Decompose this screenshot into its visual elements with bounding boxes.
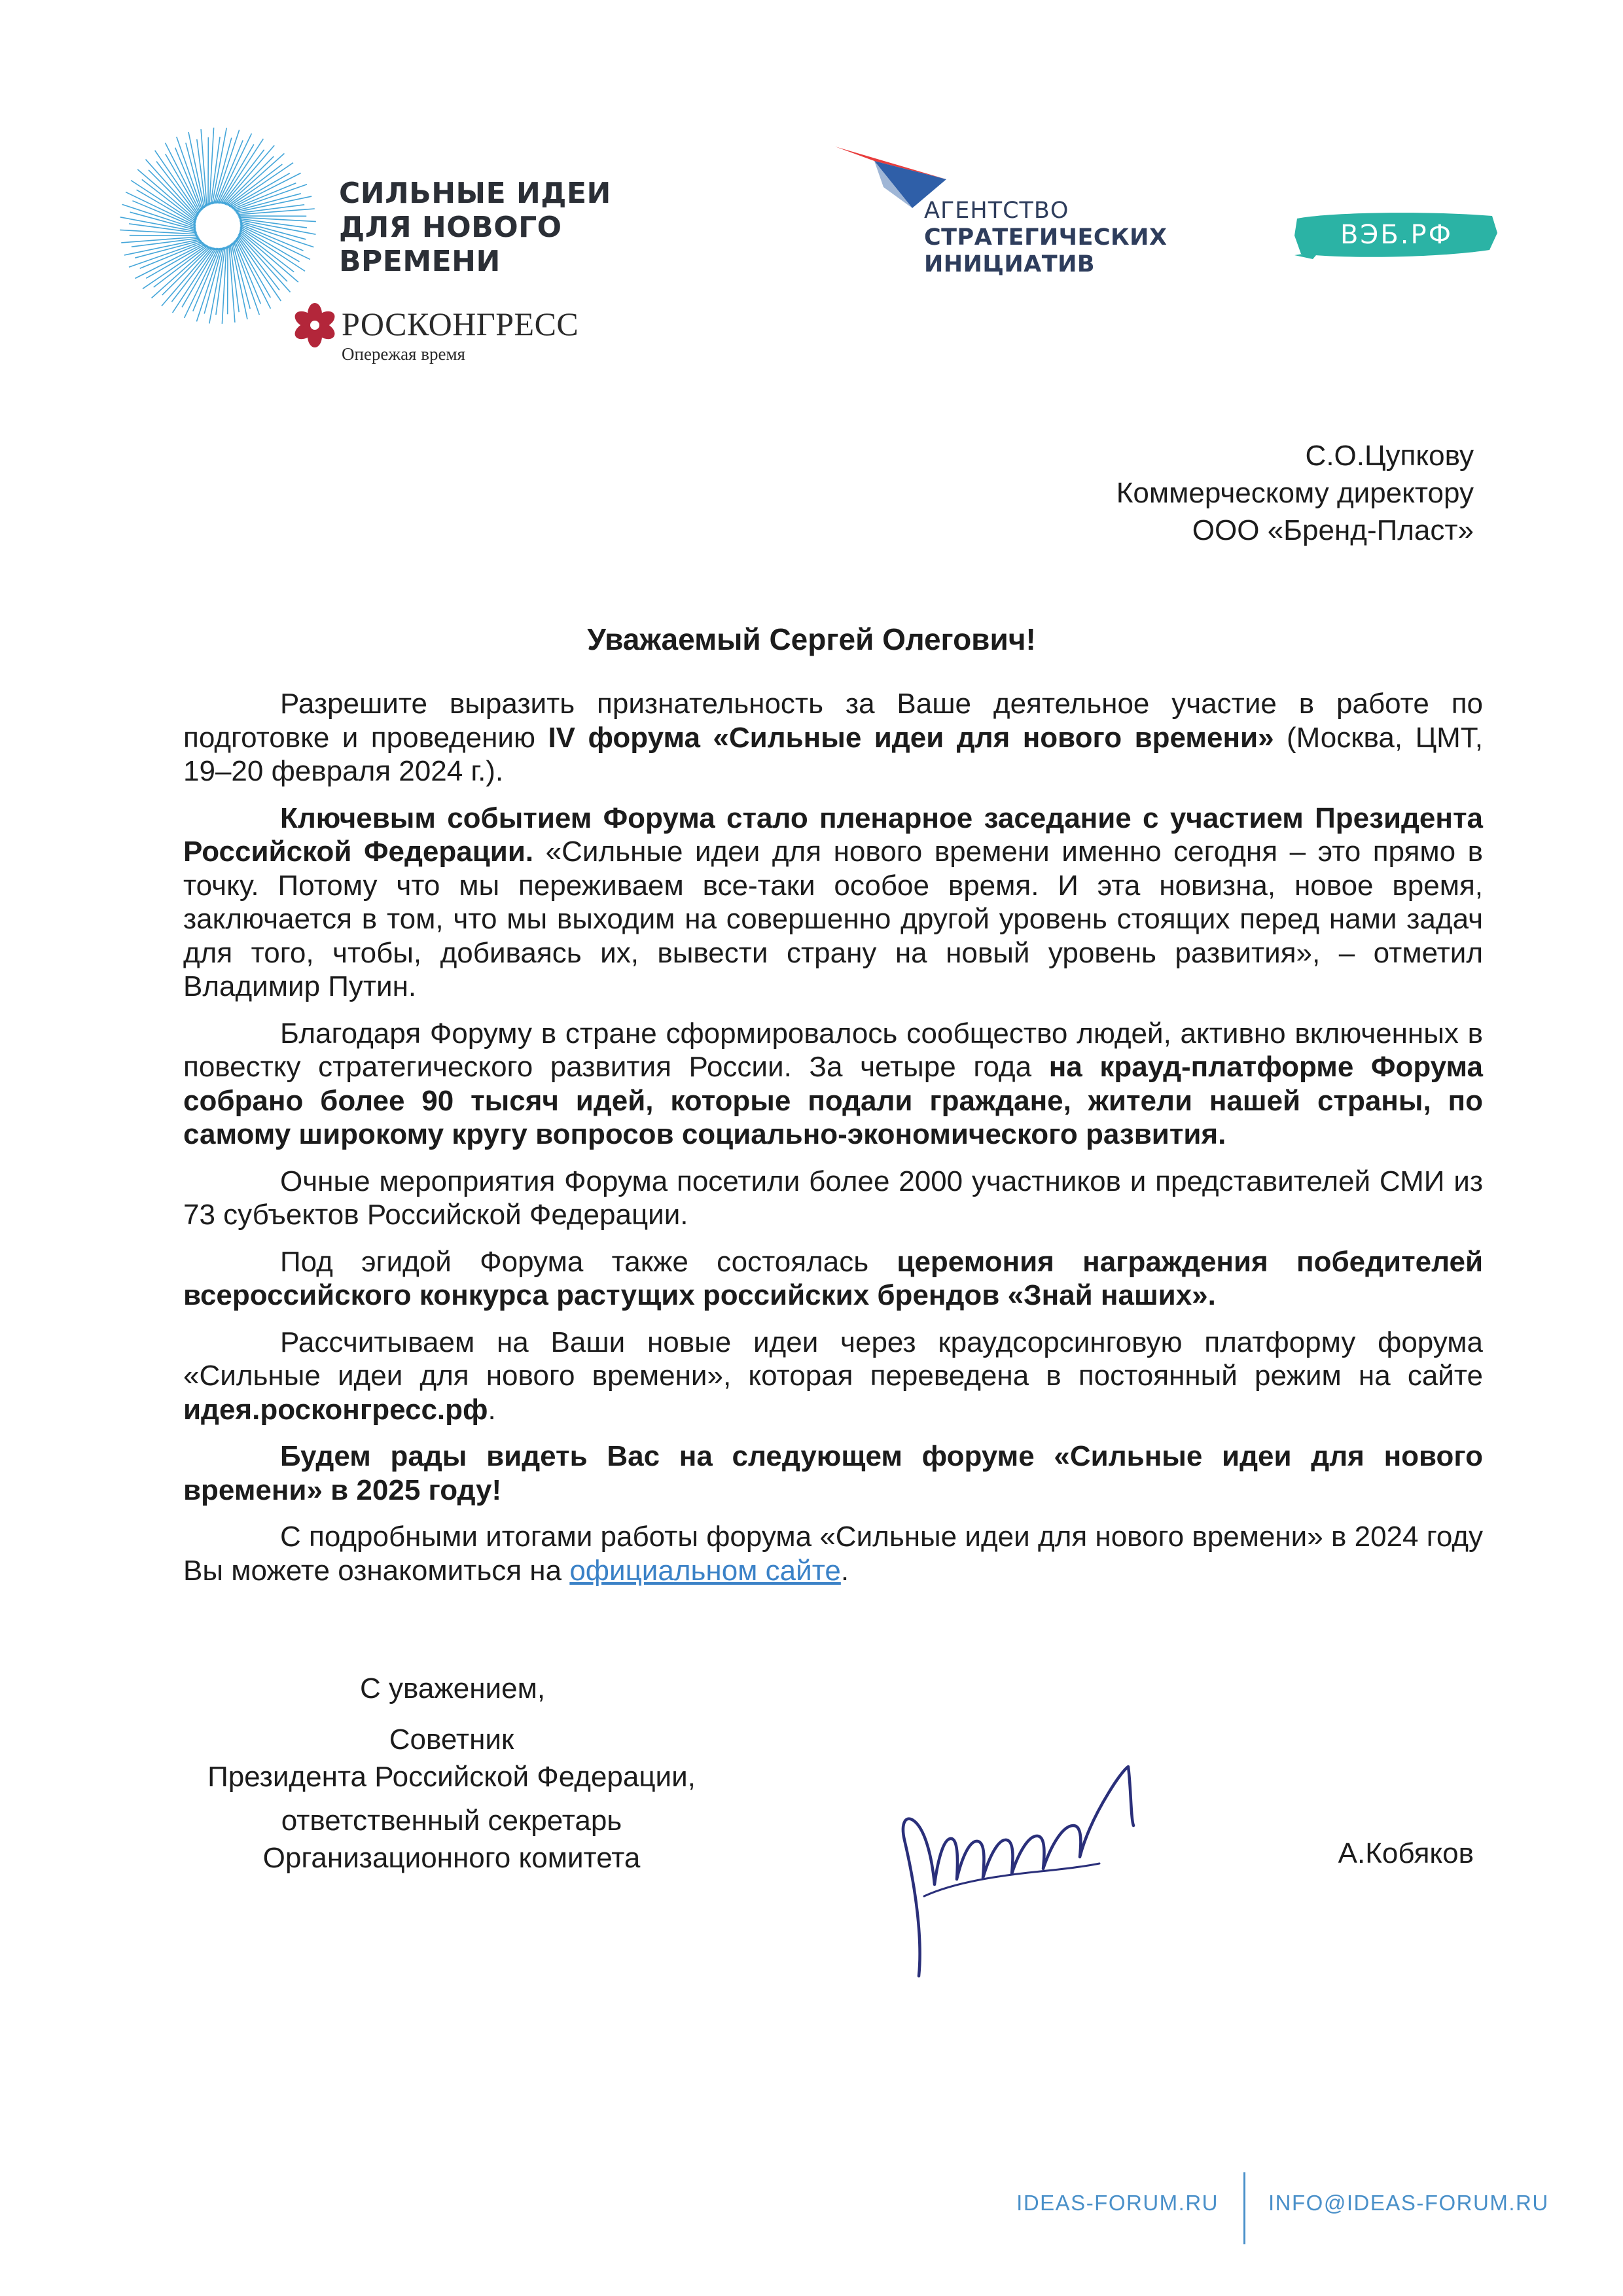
roscongress-logo-name: РОСКОНГРЕСС	[342, 306, 579, 342]
signer-title-line-4: Организационного комитета	[262, 1842, 641, 1874]
veb-rf-logo-text: ВЭБ.РФ	[1340, 220, 1454, 250]
platform-site: идея.росконгресс.рф	[183, 1393, 488, 1426]
ideas-logo-ray	[222, 246, 226, 323]
paragraph-2: Ключевым событием Форума стало пленарное заседание с участием Президента Российской Федерации. «Сильные идеи для нового времени именно сегодня – это прямо в точку. Потому что мы переживаем все-таки особое время. И эта новизна, новое время, заключается в том, что мы выходим на совершенно другой уровень стоящих перед нами задач для того, чтобы, добиваясь их, вывести страну на новый уровень развития», – отметил Владимир Путин.	[183, 802, 1484, 1002]
ideas-logo-ray	[232, 183, 296, 209]
official-site-link[interactable]: официальном сайте	[569, 1554, 841, 1587]
asi-logo-line-1: АГЕНТСТВО	[924, 198, 1069, 224]
footer-divider	[1243, 2172, 1245, 2244]
letter-body	[183, 687, 1483, 1600]
ideas-logo-ring	[194, 202, 241, 249]
ideas-logo-ray	[240, 228, 305, 271]
signer-title	[157, 1721, 746, 1877]
paragraph-5: Под эгидой Форума также состоялась церемония награждения победителей всероссийского конкурса растущих российских брендов «Знай наших».	[183, 1245, 1483, 1311]
ideas-logo-ray	[209, 128, 214, 205]
addressee-company: ООО «Бренд-Пласт»	[1192, 514, 1474, 546]
paragraph-7: Будем рады видеть Вас на следующем форуме «Сильные идеи для нового времени» в 2025 году!	[183, 1440, 1483, 1506]
signer-title-line-1: Советник	[389, 1723, 514, 1756]
signer-title-line-3: ответственный секретарь	[281, 1805, 622, 1837]
ideas-logo-ray	[131, 181, 196, 223]
asi-logo-line-3: ИНИЦИАТИВ	[924, 251, 1096, 277]
signer-title-line-2: Президента Российской Федерации,	[207, 1761, 696, 1793]
ideas-logo-ray	[221, 139, 263, 203]
roscongress-logo-mark	[292, 302, 338, 348]
addressee-name: С.О.Цупкову	[1305, 440, 1474, 472]
paragraph-4: Очные мероприятия Форума посетили более 2000 участников и представителей СМИ из 73 субъектов Российской Федерации.	[183, 1165, 1483, 1231]
footer-email-link[interactable]: INFO@IDEAS-FORUM.RU	[1268, 2191, 1549, 2215]
paragraph-8: С подробными итогами работы форума «Сильные идеи для нового времени» в 2024 году Вы можете ознакомиться на официальном сайте.	[183, 1521, 1483, 1587]
salutation: Уважаемый Сергей Олегович!	[587, 622, 1036, 656]
paragraph-6: Рассчитываем на Ваши новые идеи через краудсорсинговую платформу форума «Сильные идеи для нового времени», которая переведена в постоянный режим на сайте идея.росконгресс.рф.	[183, 1326, 1483, 1426]
ideas-logo-ray	[173, 248, 215, 313]
roscongress-logo-tagline: Опережая время	[342, 344, 465, 364]
addressee-position: Коммерческому директору	[1116, 477, 1474, 509]
paragraph-1: Разрешите выразить признательность за Ваше деятельное участие в работе по подготовке и проведению IV форума «Сильные идеи для нового времени» (Москва, ЦМТ, 19–20 февраля 2024 г.).	[183, 688, 1483, 787]
footer-site-link[interactable]: IDEAS-FORUM.RU	[1016, 2191, 1219, 2215]
ideas-logo-ray	[235, 240, 261, 304]
addressee-block	[1116, 437, 1474, 549]
ideas-logo-ray	[120, 230, 197, 234]
signer-name: А.Кобяков	[1338, 1837, 1474, 1869]
ideas-logo-line-1: СИЛЬНЫЕ ИДЕИ	[339, 177, 611, 210]
asi-logo-text	[924, 198, 1167, 278]
ideas-logo-ray	[238, 217, 315, 222]
asi-logo-line-2: СТРАТЕГИЧЕСКИХ	[924, 224, 1168, 251]
paragraph-3: Благодаря Форуму в стране сформировалось сообщество людей, активно включенных в повестку стратегического развития России. За четыре года на крауд-платформе Форума собрано более 90 тысяч идей, которые подали граждане, жители нашей страны, по самому широкому кругу вопросов социально-экономического развития.	[183, 1017, 1483, 1150]
handwritten-signature	[877, 1688, 1165, 1989]
ideas-logo-ray	[140, 243, 204, 269]
ideas-forum-logo-text	[339, 177, 640, 279]
ideas-logo-line-2: ДЛЯ НОВОГО	[339, 211, 562, 244]
veb-rf-logo	[1293, 209, 1500, 262]
roscongress-logo-core	[310, 321, 319, 330]
ideas-forum-logo-mark	[110, 118, 326, 334]
ideas-logo-ray	[175, 148, 202, 211]
closing: С уважением,	[360, 1672, 546, 1704]
ideas-logo-line-3: ВРЕМЕНИ	[339, 245, 501, 278]
